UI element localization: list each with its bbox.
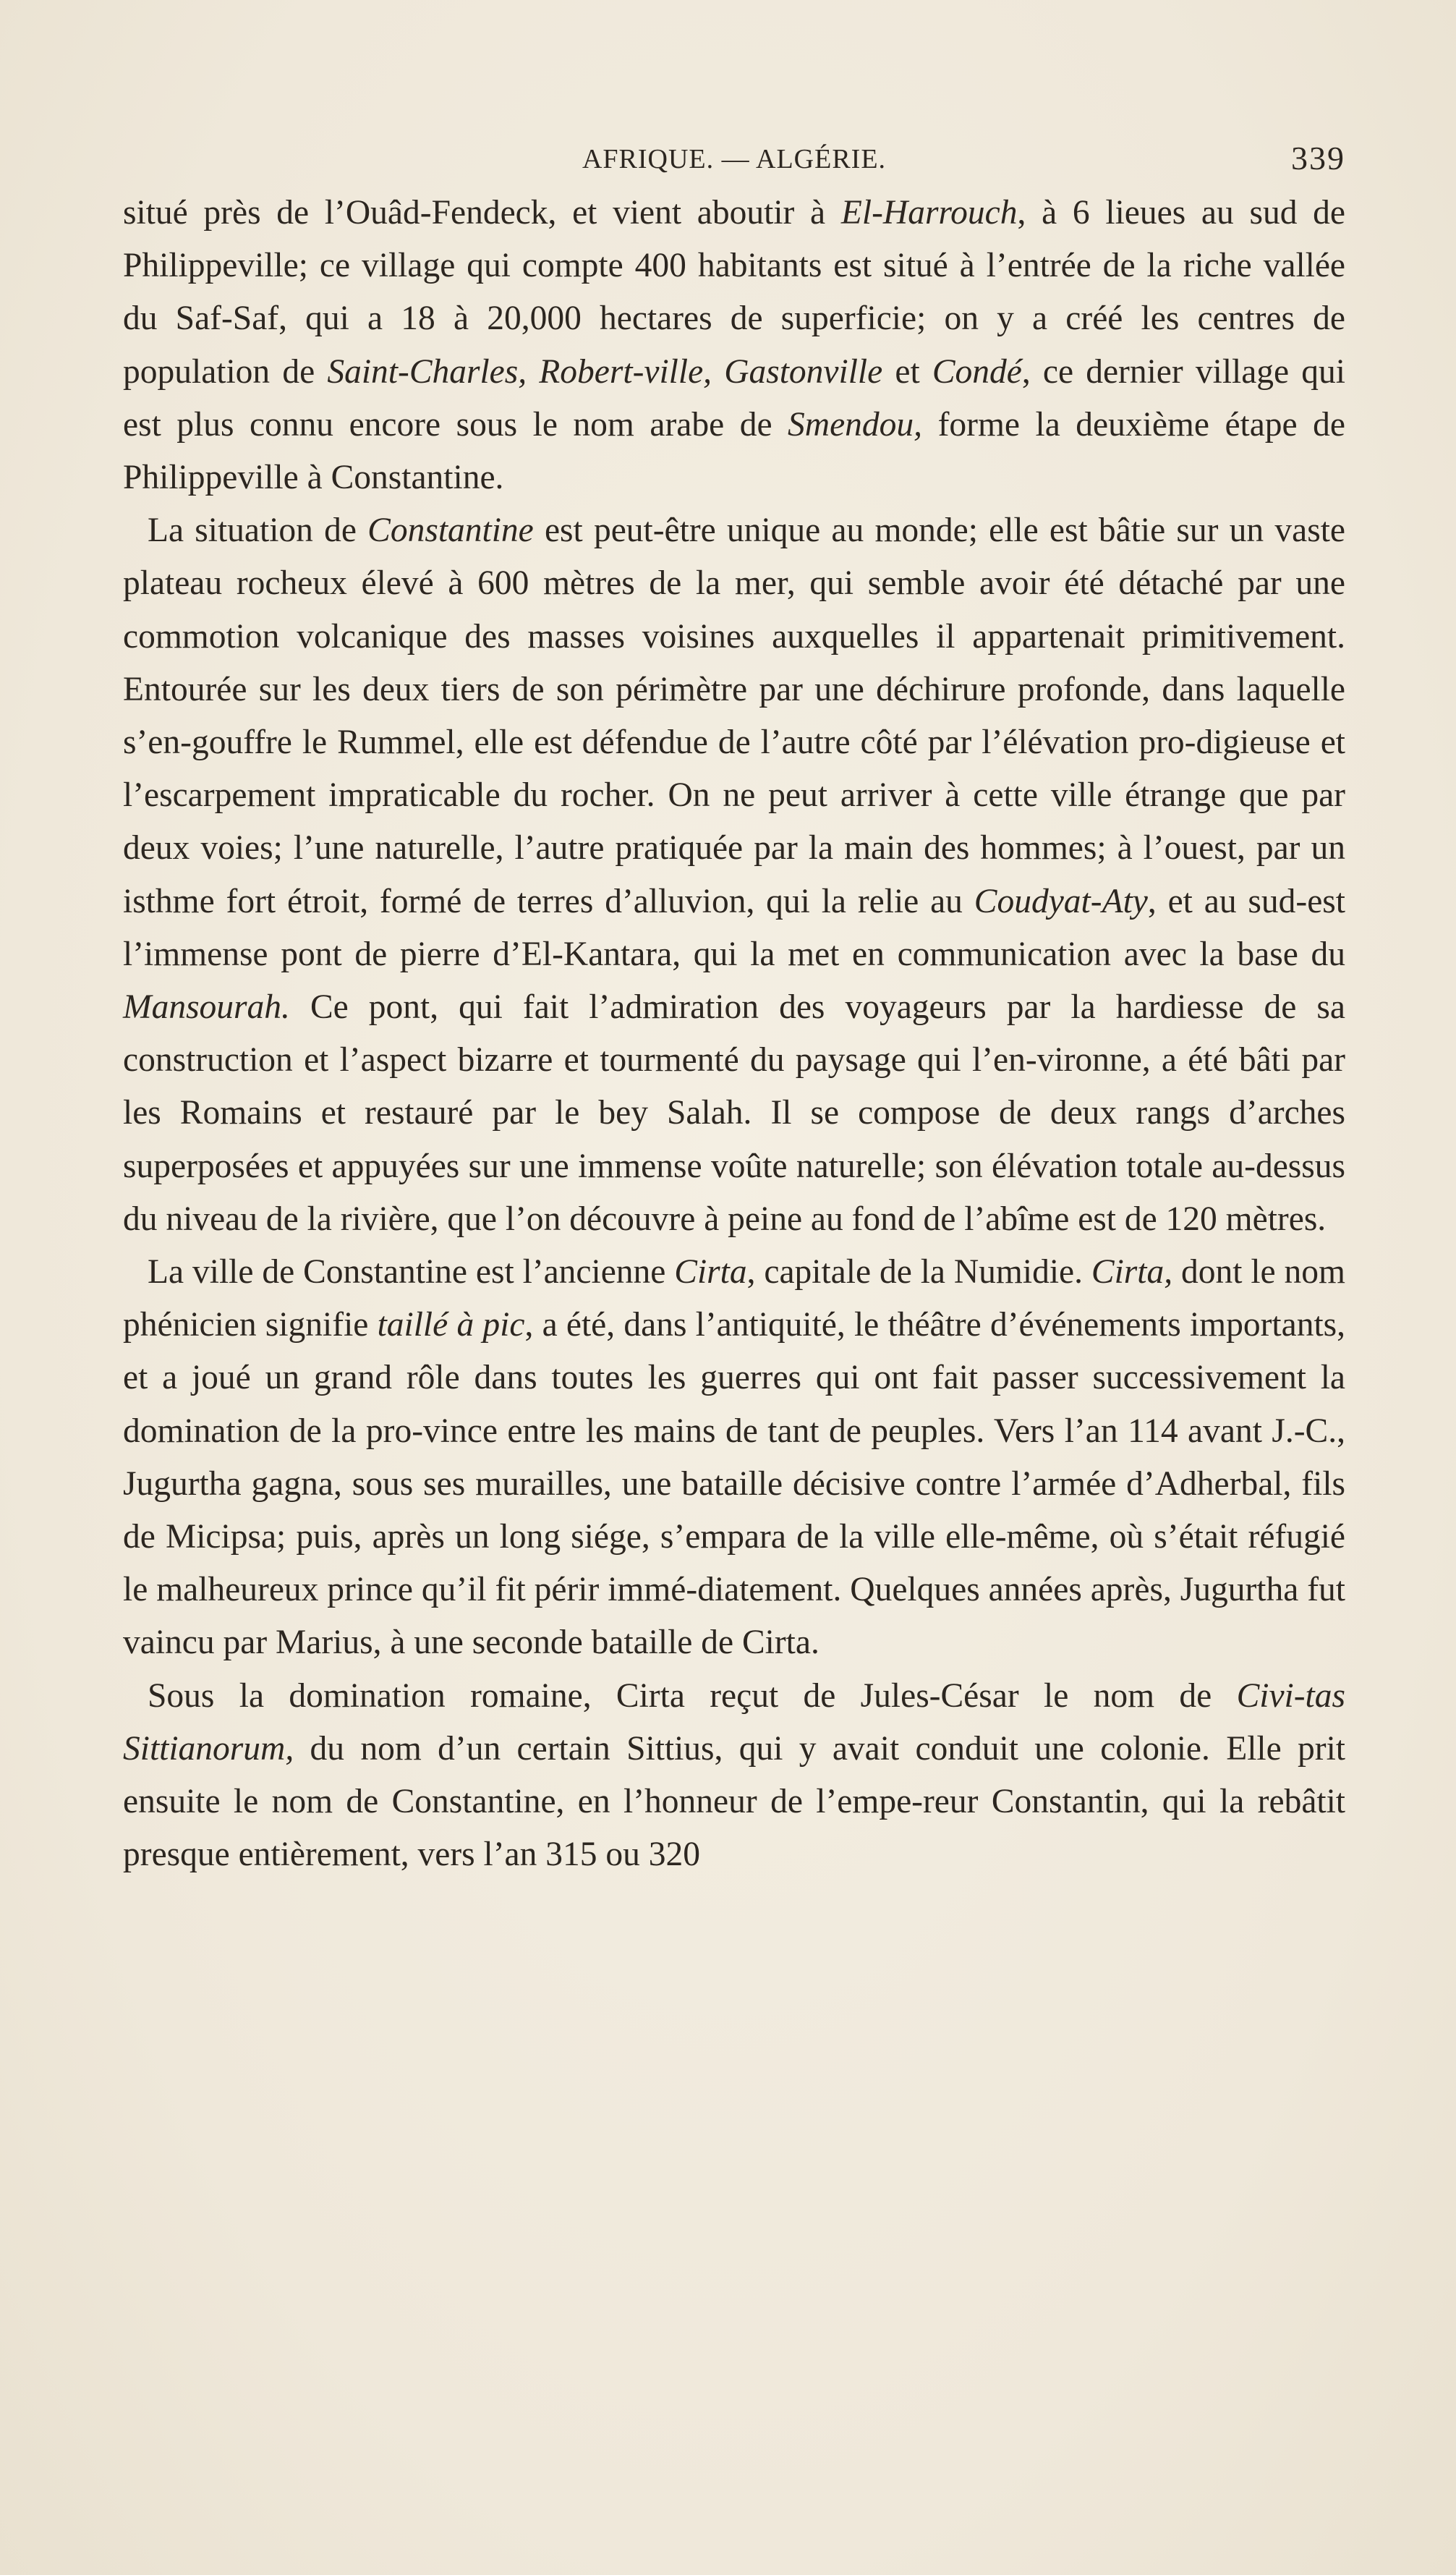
italic-text: Saint-Charles, Robert-ville, Gastonville (327, 352, 883, 391)
text-run: Sous la domination romaine, Cirta reçut de Jules-César le nom de (148, 1676, 1237, 1715)
text-run: , ce dernier village qui est plus connu encore sous le nom arabe de (123, 352, 1345, 444)
paragraph (123, 187, 1345, 504)
italic-text: Coudyat-Aty (974, 882, 1148, 920)
italic-text: Cirta (674, 1253, 747, 1291)
paragraph (123, 1246, 1345, 1670)
italic-text: Condé (932, 352, 1022, 391)
italic-text: Constantine (367, 512, 534, 550)
italic-text: Cirta, (1091, 1253, 1173, 1291)
text-run: , capitale de la Numidie. (746, 1253, 1091, 1291)
text-run: du nom d’un certain Sittius, qui y avait conduit une colonie. Elle prit ensuite le nom de Constantine, en l’honneur de l’empe-reur Constantin, qui la rebâtit presque entièrement, vers l’an 315 ou 320 (123, 1729, 1345, 1874)
text-run: situé près de l’Ouâd-Fendeck, et vient aboutir à (123, 194, 841, 232)
running-head: AFRIQUE. — ALGÉRIE. (582, 144, 887, 174)
page-number: 339 (1291, 140, 1345, 177)
italic-text: Smendou, (788, 405, 923, 444)
italic-text: taillé à pic (377, 1306, 525, 1344)
page-header (123, 139, 1345, 182)
text-run: , à 6 lieues au sud de Philippeville; ce village qui compte 400 habitants est situé à l’entrée de la riche vallée du Saf-Saf, qui a 18 à 20,000 hectares de superficie; on y a créé les centres de population de (123, 194, 1345, 391)
text-run: Ce pont, qui fait l’admiration des voyageurs par la hardiesse de sa construction et l’aspect bizarre et tourmenté du paysage qui l’en-vironne, a été bâti par les Romains et restauré par le bey Salah. Il se compose de deux rangs d’arches superposées et appuyées sur une immense voûte naturelle; son élévation totale au-dessus du niveau de la rivière, que l’on découvre à peine au fond de l’abîme est de 120 mètres. (123, 988, 1345, 1238)
text-run: , et au sud-est l’immense pont de pierre d’El-Kantara, qui la met en communication avec la base du (123, 882, 1345, 973)
italic-text: Mansourah. (123, 988, 290, 1027)
text-run: et (882, 352, 932, 391)
text-run: forme la deuxième étape de Philippeville à Constantine. (123, 405, 1345, 497)
text-run: La ville de Constantine est l’ancienne (148, 1253, 675, 1291)
body-text (123, 187, 1345, 1882)
paragraph (123, 504, 1345, 1246)
text-run: dont le nom phénicien signifie (123, 1253, 1345, 1344)
italic-text: Civi-tas Sittianorum, (123, 1676, 1345, 1768)
paragraph (123, 1670, 1345, 1882)
text-run: La situation de (148, 512, 368, 550)
italic-text: El-Harrouch (840, 194, 1018, 232)
text-run: , a été, dans l’antiquité, le théâtre d’événements importants, et a joué un grand rôle dans toutes les guerres qui ont fait passer successivement la domination de la pro-vince entre les mains de tant de peuples. Vers l’an 114 avant J.-C., Jugurtha gagna, sous ses murailles, une bataille décisive contre l’armée d’Adherbal, fils de Micipsa; puis, après un long siége, s’empara de la ville elle-même, où s’était réfugié le malheureux prince qu’il fit périr immé-diatement. Quelques années après, Jugurtha fut vaincu par Marius, à une seconde bataille de Cirta. (123, 1306, 1345, 1662)
text-run: est peut-être unique au monde; elle est bâtie sur un vaste plateau rocheux élevé à 600 mètres de la mer, qui semble avoir été détaché par une commotion volcanique des masses voisines auxquelles il appartenait primitivement. Entourée sur les deux tiers de son périmètre par une déchirure profonde, dans laquelle s’en-gouffre le Rummel, elle est défendue de l’autre côté par l’élévation pro-digieuse et l’escarpement impraticable du rocher. On ne peut arriver à cette ville étrange que par deux voies; l’une naturelle, l’autre pratiquée par la main des hommes; à l’ouest, par un isthme fort étroit, formé de terres d’alluvion, qui la relie au (123, 512, 1345, 920)
